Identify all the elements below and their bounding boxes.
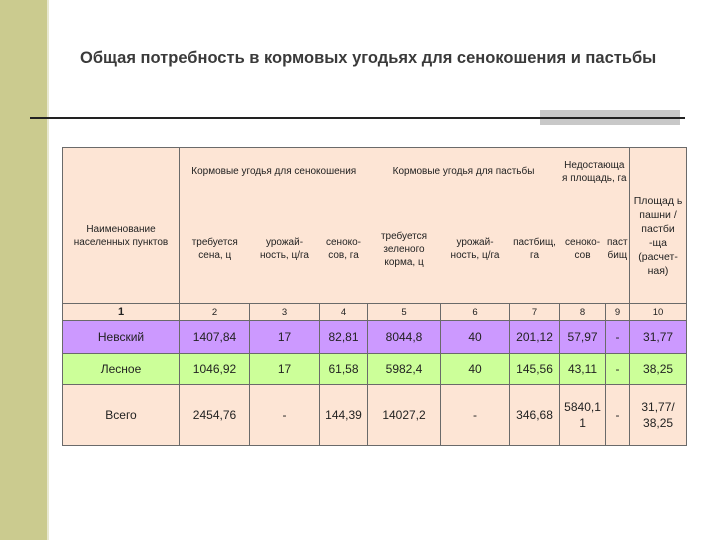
cell-deficit-hay: 43,11 [560,354,606,385]
header-hay-required: требуется сена, ц [180,196,250,304]
column-number: 1 [63,304,180,321]
column-number: 3 [250,304,320,321]
column-number: 8 [560,304,606,321]
cell-hay-yield: 17 [250,354,320,385]
cell-arable: 31,77/ 38,25 [630,385,687,446]
side-decor-band [0,0,47,540]
cell-deficit-pasture: - [606,354,630,385]
cell-green-required: 14027,2 [368,385,441,446]
cell-arable: 31,77 [630,321,687,354]
cell-pasture-yield: 40 [441,321,510,354]
header-deficit-group: Недостающа я площадь, га [560,148,630,196]
cell-deficit-hay: 57,97 [560,321,606,354]
column-number: 10 [630,304,687,321]
cell-pasture-yield: 40 [441,354,510,385]
slide-title: Общая потребность в кормовых угодьях для сенокошения и пастьбы [80,49,657,67]
cell-hay-yield: 17 [250,321,320,354]
cell-pasture-yield: - [441,385,510,446]
table-row [63,321,687,354]
cell-hayfields: 82,81 [320,321,368,354]
header-deficit-pasture: паст бищ [606,196,630,304]
cell-deficit-pasture: - [606,385,630,446]
cell-pastures: 145,56 [510,354,560,385]
cell-settlement: Всего [63,385,180,446]
side-decor-line [47,0,49,540]
cell-hay-yield: - [250,385,320,446]
column-number: 5 [368,304,441,321]
cell-hay-required: 2454,76 [180,385,250,446]
cell-settlement: Лесное [63,354,180,385]
header-hayfields: сеноко- сов, га [320,196,368,304]
column-number: 6 [441,304,510,321]
header-green-required: требуется зеленого корма, ц [368,196,441,304]
fodder-land-table [62,147,687,446]
cell-pastures: 201,12 [510,321,560,354]
cell-pastures: 346,68 [510,385,560,446]
column-number: 4 [320,304,368,321]
cell-hay-required: 1407,84 [180,321,250,354]
cell-hayfields: 61,58 [320,354,368,385]
column-number: 2 [180,304,250,321]
header-hay-yield: урожай- ность, ц/га [250,196,320,304]
column-number-row [63,304,687,321]
cell-green-required: 8044,8 [368,321,441,354]
cell-hayfields: 144,39 [320,385,368,446]
cell-deficit-pasture: - [606,321,630,354]
header-pasture-group: Кормовые угодья для пастьбы [368,148,560,196]
cell-arable: 38,25 [630,354,687,385]
column-number: 7 [510,304,560,321]
cell-hay-required: 1046,92 [180,354,250,385]
header-deficit-hay: сеноко- сов [560,196,606,304]
header-pastures: пастбищ, га [510,196,560,304]
header-hay-group: Кормовые угодья для сенокошения [180,148,368,196]
table-row-total [63,385,687,446]
cell-deficit-hay: 5840,1 1 [560,385,606,446]
table-row [63,354,687,385]
cell-settlement: Невский [63,321,180,354]
header-arable-area: Площад ь пашни / пастби -ща (расчет- ная) [630,148,687,304]
cell-green-required: 5982,4 [368,354,441,385]
header-pasture-yield: урожай- ность, ц/га [441,196,510,304]
header-settlement-name: Наименование населенных пунктов [63,148,180,304]
column-number: 9 [606,304,630,321]
title-rule [30,117,685,119]
